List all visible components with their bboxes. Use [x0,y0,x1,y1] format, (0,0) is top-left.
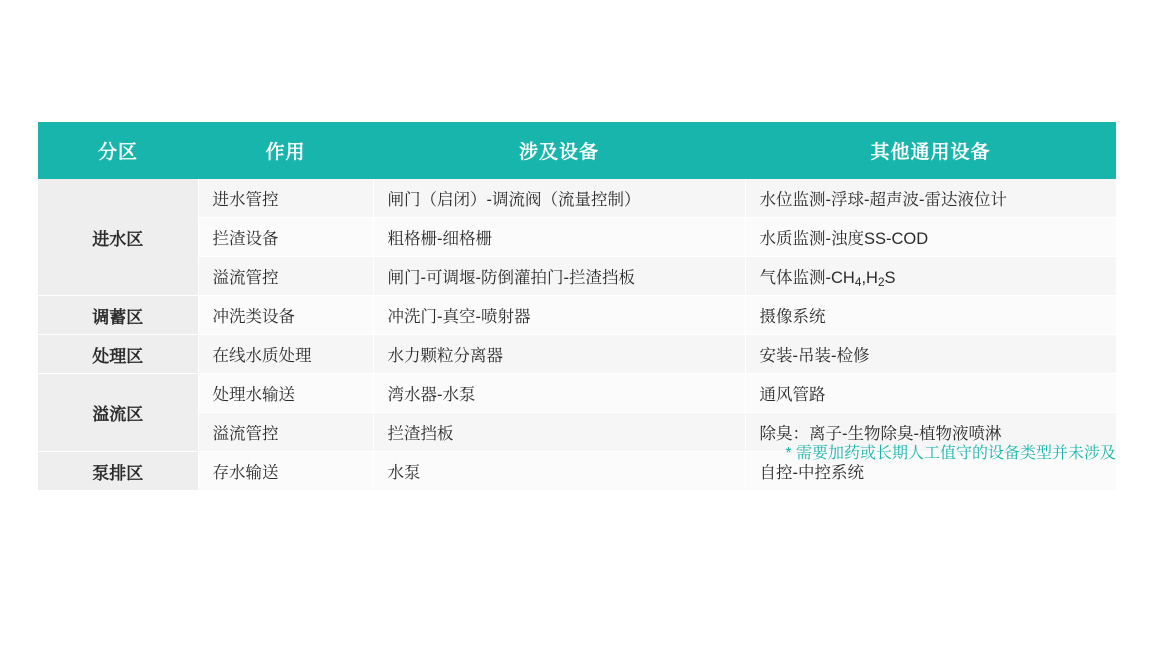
equipment-cell: 水力颗粒分离器 [373,335,745,374]
equipment-cell: 闸门-可调堰-防倒灌拍门-拦渣挡板 [373,257,745,296]
zone-cell: 泵排区 [38,452,198,491]
equipment-cell: 闸门（启闭）-调流阀（流量控制） [373,179,745,218]
column-header-other-equipment: 其他通用设备 [745,122,1116,179]
function-cell: 溢流管控 [198,257,373,296]
table-row [38,218,1116,257]
zone-cell: 溢流区 [38,374,198,452]
other-equipment-cell: 自控-中控系统 [745,452,1116,491]
gas-monitor-text-mid: ,H [861,269,878,287]
other-equipment-cell [745,257,1116,296]
column-header-equipment: 涉及设备 [373,122,745,179]
gas-monitor-sub-4: 4 [854,275,862,289]
gas-monitor-text-post: S [884,269,896,287]
zone-cell: 进水区 [38,179,198,296]
gas-monitor-text-pre: 气体监测-CH [759,269,855,287]
zone-cell: 处理区 [38,335,198,374]
table-row [38,335,1116,374]
footnote: * 需要加药或长期人工值守的设备类型并未涉及 [785,445,1116,462]
function-cell: 处理水输送 [198,374,373,413]
equipment-cell: 粗格栅-细格栅 [373,218,745,257]
table-header-row [38,122,1116,179]
other-equipment-cell: 水位监测-浮球-超声波-雷达液位计 [745,179,1116,218]
equipment-cell: 湾水器-水泵 [373,374,745,413]
function-cell: 在线水质处理 [198,335,373,374]
table-row [38,296,1116,335]
zone-cell: 调蓄区 [38,296,198,335]
function-cell: 进水管控 [198,179,373,218]
equipment-cell: 拦渣挡板 [373,413,745,452]
equipment-cell: 水泵 [373,452,745,491]
column-header-zone: 分区 [38,122,198,179]
equipment-table-container [38,122,1116,490]
column-header-function: 作用 [198,122,373,179]
gas-monitor-sub-2: 2 [877,275,885,289]
table-row [38,257,1116,296]
other-equipment-cell: 通风管路 [745,374,1116,413]
function-cell: 拦渣设备 [198,218,373,257]
function-cell: 溢流管控 [198,413,373,452]
table-row [38,374,1116,413]
other-equipment-cell: 安装-吊装-检修 [745,335,1116,374]
table-row [38,179,1116,218]
equipment-table [38,122,1116,490]
other-equipment-cell: 摄像系统 [745,296,1116,335]
equipment-cell: 冲洗门-真空-喷射器 [373,296,745,335]
table-header [38,122,1116,179]
other-equipment-cell: 水质监测-浊度SS-COD [745,218,1116,257]
function-cell: 存水输送 [198,452,373,491]
function-cell: 冲洗类设备 [198,296,373,335]
other-equipment-cell: 除臭：离子-生物除臭-植物液喷淋 [745,413,1116,452]
